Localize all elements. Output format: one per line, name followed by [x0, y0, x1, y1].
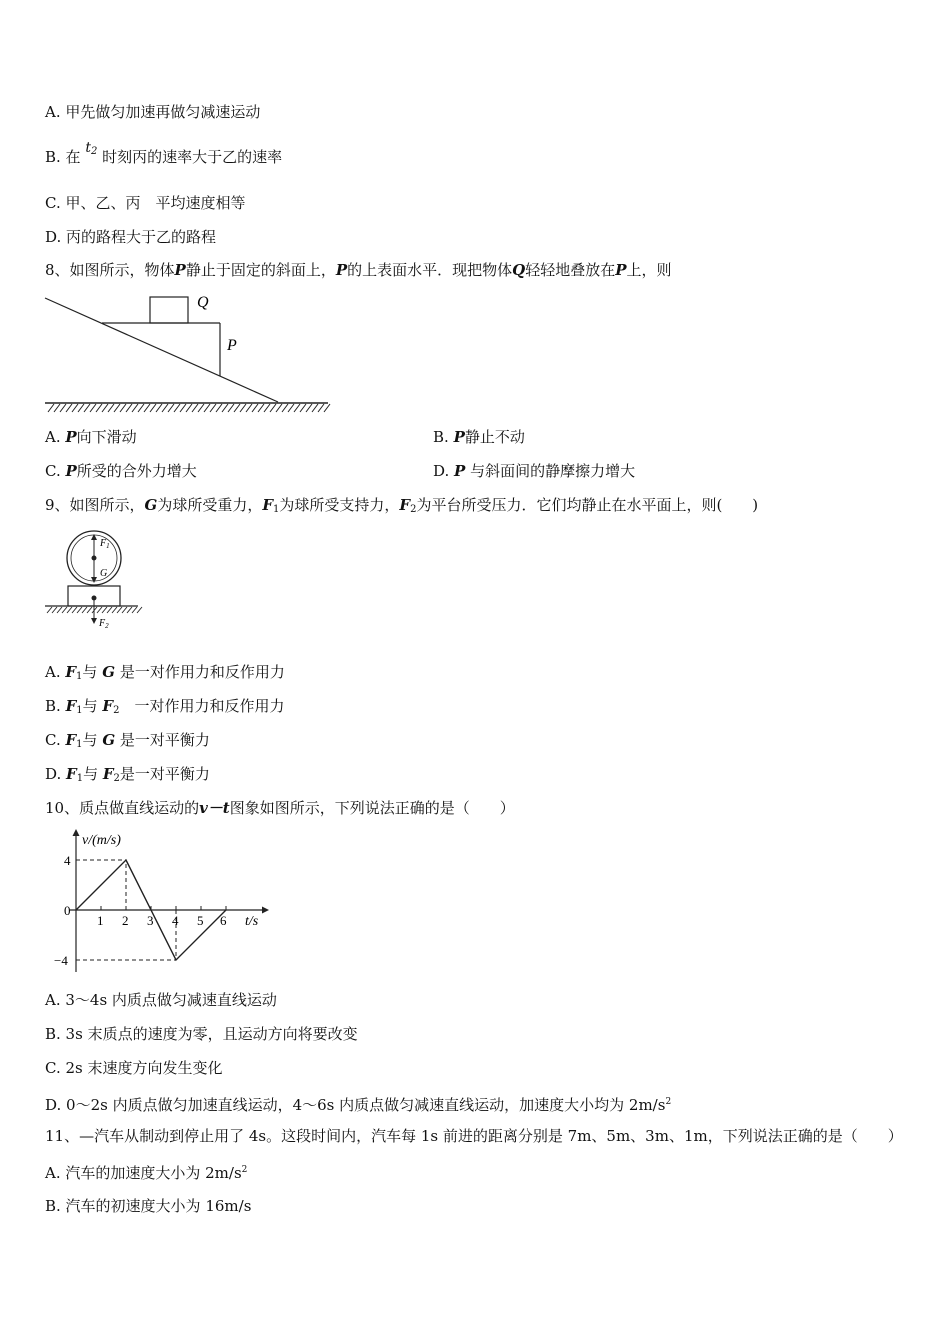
q10-option-b: B. 3s 末质点的速度为零，且运动方向将要改变 [45, 1025, 358, 1043]
q10-option-d: D. 0～2s 内质点做匀加速直线运动，4～6s 内质点做匀减速直线运动，加速度大小均为 $2m/s^2$ [45, 1096, 672, 1114]
q10-stem: 10、质点做直线运动的v－t图象如图所示，下列说法正确的是（ ） [45, 799, 515, 817]
x-axis-label: t/s [245, 914, 259, 929]
y-tick-label: −4 [54, 953, 68, 968]
q8-option-a: A. P向下滑动 [45, 428, 137, 446]
q8-p: P [174, 261, 186, 279]
q7-option-d: D. 丙的路程大于乙的路程 [45, 228, 217, 246]
q8-q: Q [512, 261, 526, 279]
q9-fig-label-f2: $F_2$ [99, 618, 109, 630]
q8-incline-figure [40, 290, 340, 415]
q8-option-b: B. P静止不动 [433, 428, 525, 446]
x-tick-label: 4 [172, 913, 179, 928]
q8-stem [45, 260, 672, 280]
q8-option-c: C. P所受的合外力增大 [45, 462, 197, 480]
q7-option-b-prefix: B. 在 [45, 148, 81, 166]
y-tick-label: 4 [64, 853, 71, 868]
q10-vt-chart [40, 822, 280, 982]
q11-option-a: A. 汽车的加速度大小为 $2m/s^2$ [45, 1164, 248, 1182]
q10-option-c: C. 2s 末速度方向发生变化 [45, 1059, 223, 1077]
x-tick-label: 5 [197, 913, 204, 928]
q11-stem: 11、—汽车从制动到停止用了 4s。这段时间内，汽车每 1s 前进的距离分别是 7m、5m、3m、1m，下列说法正确的是（ ） [45, 1127, 903, 1145]
q8-stem-part: 轻轻地叠放在 [525, 261, 616, 279]
x-tick-label: 6 [220, 913, 227, 928]
q9-fig-label-f1: $F_1$ [100, 538, 110, 550]
q8-stem-part: 上，则 [626, 261, 672, 279]
q9-option-d: D. $F_1$与 $F_2$是一对平衡力 [45, 765, 210, 784]
x-tick-label: 1 [97, 913, 104, 928]
q8-stem-part: 静止于固定的斜面上， [185, 261, 336, 279]
q7-option-b-text: 时刻丙的速率大于乙的速率 [102, 148, 283, 166]
q8-fig-label-q: Q [197, 294, 209, 311]
q8-p: P [335, 261, 348, 279]
y-tick-label: 0 [64, 903, 71, 918]
q7-option-b [45, 140, 283, 172]
q8-p: P [615, 261, 627, 279]
q7-option-a: A. 甲先做匀加速再做匀减速运动 [45, 103, 261, 121]
q9-option-b: B. $F_1$与 $F_2$ 一对作用力和反作用力 [45, 697, 285, 716]
q7-option-c: C. 甲、乙、丙 平均速度相等 [45, 194, 246, 212]
q7-symbol-t: $t_2$ [85, 140, 98, 157]
q9-ball-figure [40, 525, 150, 635]
q8-option-d: D. P 与斜面间的静摩擦力增大 [433, 462, 636, 480]
q9-option-c: C. $F_1$与 G 是一对平衡力 [45, 731, 210, 750]
q9-option-a: A. $F_1$与 G 是一对作用力和反作用力 [45, 663, 285, 682]
x-tick-label: 3 [147, 913, 154, 928]
q10-option-a: A. 3～4s 内质点做匀减速直线运动 [45, 991, 277, 1009]
q8-stem-part: 的上表面水平．现把物体 [347, 261, 513, 279]
q9-fig-label-g: G [100, 568, 108, 579]
q8-stem-part: 8、如图所示，物体 [45, 261, 175, 279]
q8-fig-label-p: P [227, 337, 237, 354]
y-axis-label: v/(m/s) [82, 833, 121, 848]
q9-stem: 9、如图所示，G为球所受重力，$F_1$为球所受支持力，$F_2$为平台所受压力．它们均静止在水平面上，则( ) [45, 496, 759, 515]
q11-option-b: B. 汽车的初速度大小为 16m/s [45, 1197, 252, 1215]
x-tick-label: 2 [122, 913, 129, 928]
